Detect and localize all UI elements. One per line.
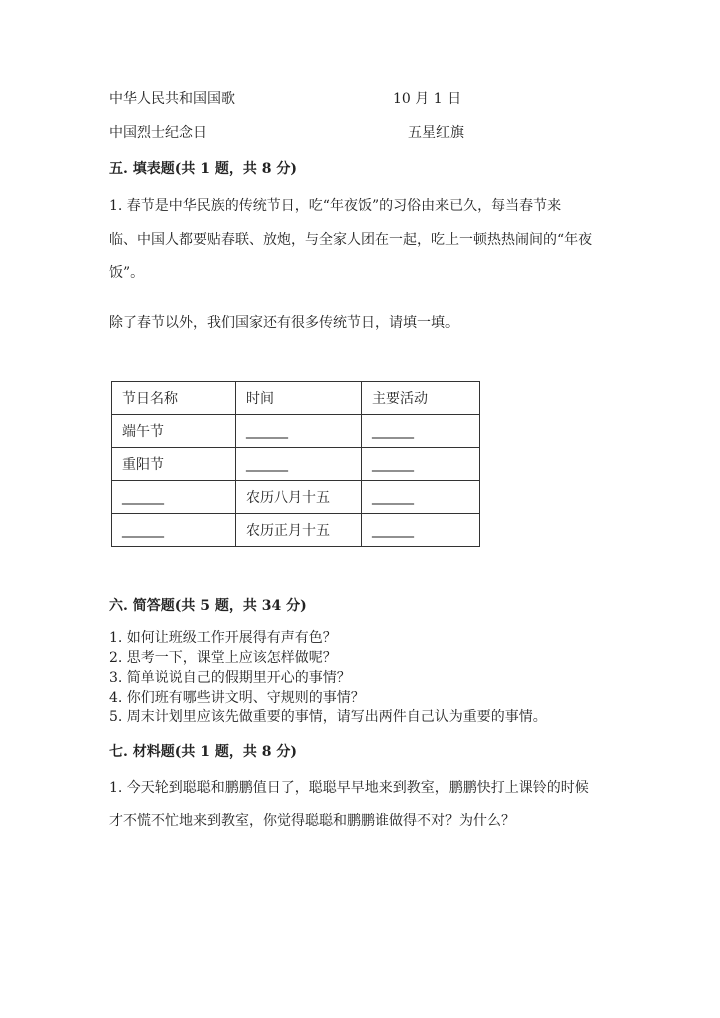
table-header-cell: 时间 [236, 382, 362, 415]
table-cell: 重阳节 [112, 448, 236, 481]
section7-q1-line2: 才不慌不忙地来到教室，你觉得聪聪和鹏鹏谁做得不对？为什么？ [109, 813, 515, 829]
match-left-2: 中国烈士纪念日 [109, 125, 207, 141]
section6-question-5: 5. 周末计划里应该先做重要的事情，请写出两件自己认为重要的事情。 [109, 709, 547, 725]
table-row [112, 514, 480, 547]
table-row [112, 415, 480, 448]
section7-q1-line1: 1. 今天轮到聪聪和鹏鹏值日了，聪聪早早地来到教室，鹏鹏快打上课铃的时候 [109, 780, 589, 796]
table-header-cell: 节日名称 [112, 382, 236, 415]
table-cell-blank: ______ [112, 514, 236, 547]
section5-q1-line3: 饭”。 [109, 265, 145, 281]
table-header-cell: 主要活动 [362, 382, 480, 415]
section7-heading: 七. 材料题(共 1 题，共 8 分) [109, 744, 297, 760]
section6-question-3: 3. 简单说说自己的假期里开心的事情？ [109, 670, 351, 686]
table-cell-blank: ______ [362, 514, 480, 547]
match-right-1: 10 月 1 日 [393, 91, 462, 107]
table-cell: 农历正月十五 [236, 514, 362, 547]
section6-question-1: 1. 如何让班级工作开展得有声有色？ [109, 630, 337, 646]
table-header-row [112, 382, 480, 415]
section5-q1-line2: 临、中国人都要贴春联、放炮，与全家人团在一起，吃上一顿热热闹间的“年夜 [109, 232, 593, 248]
match-left-1: 中华人民共和国国歌 [109, 91, 235, 107]
table-row [112, 481, 480, 514]
table-cell-blank: ______ [362, 448, 480, 481]
table-cell-blank: ______ [236, 448, 362, 481]
section6-question-2: 2. 思考一下，课堂上应该怎样做呢？ [109, 650, 337, 666]
festival-table [111, 381, 480, 547]
table-cell-blank: ______ [362, 481, 480, 514]
section6-heading: 六. 简答题(共 5 题，共 34 分) [109, 598, 307, 614]
table-cell-blank: ______ [112, 481, 236, 514]
match-right-2: 五星红旗 [408, 125, 464, 141]
table-cell-blank: ______ [362, 415, 480, 448]
section6-question-4: 4. 你们班有哪些讲文明、守规则的事情？ [109, 690, 365, 706]
section5-q1-prompt: 除了春节以外，我们国家还有很多传统节日，请填一填。 [109, 315, 459, 331]
table-row [112, 448, 480, 481]
table-cell: 农历八月十五 [236, 481, 362, 514]
section5-heading: 五. 填表题(共 1 题，共 8 分) [109, 161, 297, 177]
section5-q1-line1: 1. 春节是中华民族的传统节日，吃“年夜饭”的习俗由来已久，每当春节来 [109, 198, 562, 214]
table-cell-blank: ______ [236, 415, 362, 448]
table-cell: 端午节 [112, 415, 236, 448]
